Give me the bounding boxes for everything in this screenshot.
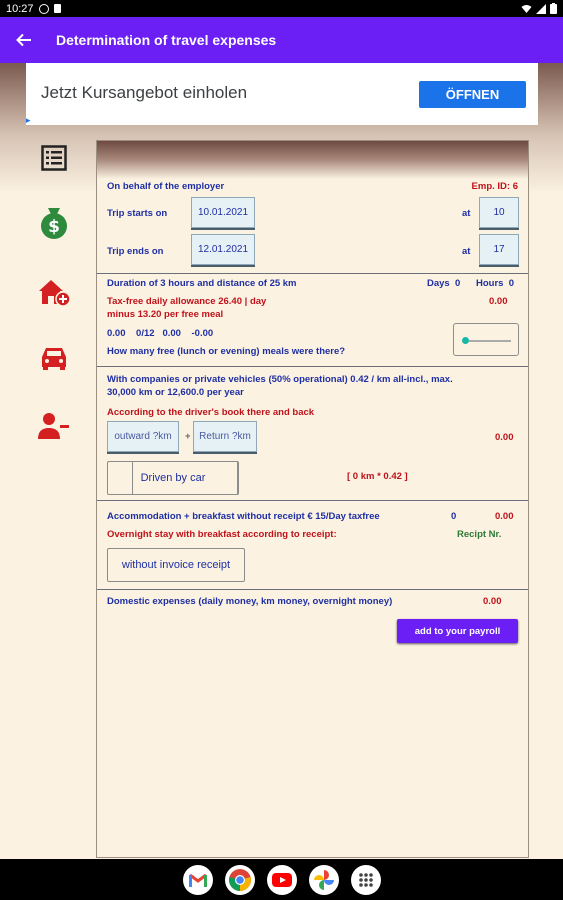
trip-start-label: Trip starts on — [107, 208, 168, 219]
trip-end-label: Trip ends on — [107, 246, 164, 257]
drivers-book-label: According to the driver's book there and back — [107, 407, 315, 418]
allowance-line2: minus 13.20 per free meal — [107, 309, 224, 320]
return-km-input[interactable]: Return ?km — [193, 421, 257, 452]
hours-label: Hours 0 — [476, 278, 515, 289]
side-nav-add-home[interactable] — [36, 274, 72, 310]
receipt-nr-label: Recipt Nr. — [457, 529, 502, 540]
money-bag-icon — [37, 204, 71, 240]
driven-by-select[interactable] — [107, 461, 239, 495]
domestic-label: Domestic expenses (daily money, km money, overnight money) — [107, 596, 393, 607]
side-nav-remove-person[interactable] — [36, 408, 72, 444]
ad-open-button[interactable]: ÖFFNEN — [419, 81, 526, 108]
list-icon — [41, 145, 67, 171]
youtube-icon — [272, 873, 292, 887]
back-button[interactable] — [0, 17, 48, 63]
side-nav-money[interactable] — [36, 204, 72, 240]
select-divider — [237, 461, 238, 495]
plus-sign: + — [185, 431, 191, 442]
accommodation-value: 0.00 — [495, 511, 514, 522]
vehicles-line2: 30,000 km or 12,600.0 per year — [107, 387, 244, 398]
battery-icon — [550, 3, 557, 14]
ad-banner[interactable] — [26, 63, 538, 125]
ad-text: Jetzt Kursangebot einholen — [41, 83, 248, 102]
expense-form — [96, 140, 529, 858]
trip-end-hour-field[interactable]: 17 — [479, 234, 519, 265]
slider-track — [469, 340, 511, 342]
driven-by-value: Driven by car — [140, 472, 206, 484]
separator — [97, 589, 528, 590]
add-to-payroll-button[interactable]: add to your payroll — [397, 619, 518, 643]
overnight-label: Overnight stay with breakfast according to receipt: — [107, 529, 337, 540]
panel-header — [97, 141, 528, 179]
app-bar — [0, 17, 563, 63]
employer-label: On behalf of the employer — [107, 181, 225, 192]
photos-icon — [314, 870, 334, 890]
meals-question: How many free (lunch or evening) meals were there? — [107, 346, 346, 357]
select-divider — [132, 461, 133, 495]
arrow-back-icon — [16, 33, 32, 47]
separator — [97, 273, 528, 274]
gmail-app-icon[interactable] — [183, 865, 213, 895]
system-nav-bar — [0, 859, 563, 900]
trip-start-hour-field[interactable]: 10 — [479, 197, 519, 228]
svg-text:$: $ — [48, 217, 60, 237]
allowance-calc: 0.00 0/12 0.00 -0.00 — [107, 328, 214, 339]
days-label: Days 0 — [427, 278, 461, 289]
outward-km-input[interactable]: outward ?km — [107, 421, 179, 452]
gmail-icon — [189, 873, 207, 887]
status-time: 10:27 — [6, 2, 34, 15]
page-title: Determination of travel expenses — [56, 32, 277, 48]
photos-app-icon[interactable] — [309, 865, 339, 895]
status-bar — [0, 0, 563, 17]
trip-start-date-field[interactable]: 10.01.2021 — [191, 197, 255, 228]
allowance-line1: Tax-free daily allowance 26.40 | day — [107, 296, 267, 307]
trip-end-date-field[interactable]: 12.01.2021 — [191, 234, 255, 265]
chrome-app-icon[interactable] — [225, 865, 255, 895]
separator — [97, 366, 528, 367]
at-label-start: at — [462, 208, 471, 219]
duration-label: Duration of 3 hours and distance of 25 km — [107, 278, 297, 289]
emp-id: Emp. ID: 6 — [471, 181, 518, 192]
wifi-icon — [521, 4, 532, 14]
youtube-app-icon[interactable] — [267, 865, 297, 895]
accommodation-count: 0 — [451, 511, 457, 522]
domestic-value: 0.00 — [483, 596, 502, 607]
signal-icon — [536, 4, 546, 14]
receipt-select[interactable]: without invoice receipt — [107, 548, 245, 582]
allowance-value: 0.00 — [489, 296, 508, 307]
ad-choices-icon[interactable]: ▸ — [26, 115, 31, 125]
separator — [97, 500, 528, 501]
chrome-icon — [228, 868, 252, 892]
accommodation-label: Accommodation + breakfast without receipt € 15/Day taxfree — [107, 511, 380, 522]
side-nav-list[interactable] — [36, 140, 72, 176]
add-home-icon — [37, 277, 71, 307]
app-drawer-button[interactable] — [351, 865, 381, 895]
meals-slider[interactable] — [453, 323, 519, 356]
person-remove-icon — [38, 412, 70, 440]
km-formula: [ 0 km * 0.42 ] — [347, 471, 408, 482]
slider-thumb[interactable] — [462, 337, 469, 344]
sim-card-icon — [54, 4, 61, 13]
at-label-end: at — [462, 246, 471, 257]
side-nav-car[interactable] — [36, 340, 72, 376]
car-icon — [39, 345, 69, 371]
vehicles-value: 0.00 — [495, 432, 514, 443]
vehicles-line1: With companies or private vehicles (50% operational) 0.42 / km all-incl., max. — [107, 374, 453, 385]
notification-icon — [39, 4, 49, 14]
apps-grid-icon — [358, 872, 374, 888]
